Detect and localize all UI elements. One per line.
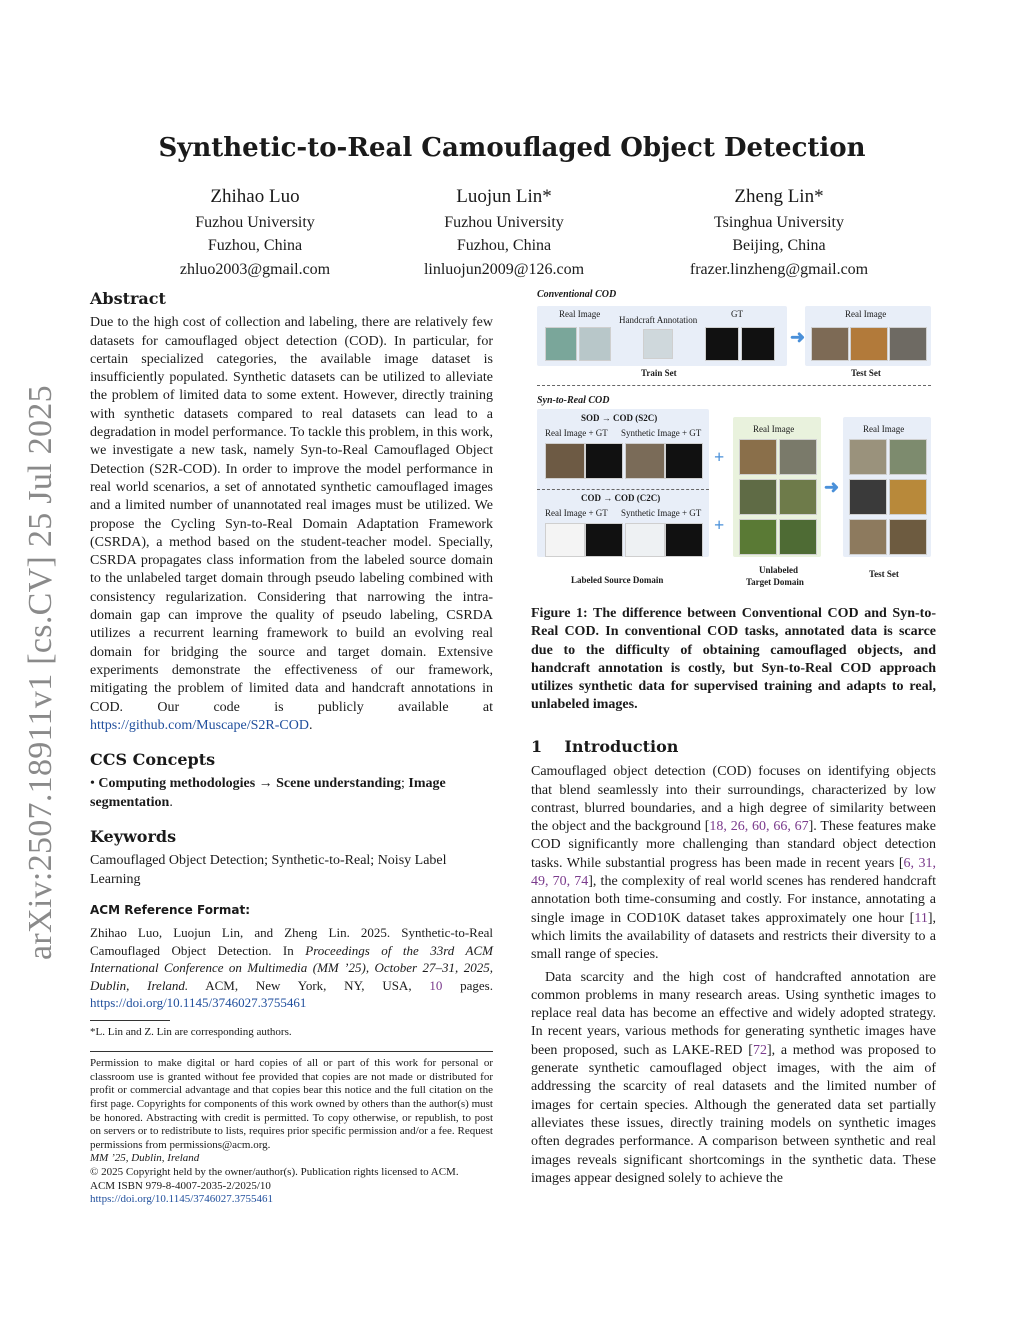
source-mask-thumb (585, 523, 623, 557)
acm-ref-part: Zhihao Luo, Luojun Lin, and Zheng Lin. 2025. Synthetic-to-Real Camouflaged Object Detection. In (90, 925, 493, 958)
ccs-item: Image segmentation (90, 776, 446, 810)
citation-link[interactable]: 18, 26, 60, 66, 67 (709, 819, 809, 835)
permission-venue: MM ’25, Dublin, Ireland (90, 1152, 200, 1165)
code-link[interactable]: https://github.com/Muscape/S2R-COD (90, 717, 309, 733)
author-block (649, 185, 909, 281)
permission-rule (90, 1051, 493, 1052)
target-image-thumb (739, 479, 777, 515)
ccs-item: Computing methodologies (98, 776, 256, 792)
label-real-image: Real Image (845, 309, 887, 319)
author-block (125, 185, 385, 281)
label-handcraft: Handcraft Annotation (619, 315, 698, 325)
figure-divider (537, 385, 931, 386)
author-location: Fuzhou, China (456, 237, 552, 254)
author-email[interactable]: linluojun2009@126.com (423, 260, 585, 278)
figure-conventional-label: Conventional COD (537, 289, 617, 300)
left-column (90, 290, 493, 1207)
abstract-body: Due to the high cost of collection and labeling, there are relatively few datasets for camouflaged object detection (COD). In particular, for certain specialized categories, the available image dataset is insufficiently populated. Synthetic datasets can be utilized to alleviate the problem of limited data to some extent. However, directly training with synthetic datasets compared to real datasets can lead to a degradation in model performance. To tackle this problem, in this work, we investigate a new task, namely Syn-to-Real Camouflaged Object Detection (S2R-COD). In order to improve the model performance in real world scenarios, a set of annotated synthetic camouflaged images and a limited number of unannotated real images must be utilized. We propose the Cycling Syn-to-Real Domain Adaptation Framework (CSRDA), a method based on the student-teacher model. Specially, CSRDA propagates class information from the labeled source domain to the unlabeled target domain through pseudo labeling combined with consistency regularization. Considering that narrowing the intra-domain gap can improve the quality of pseudo labeling, CSRDA utilizes a recurrent learning framework to build an evolving real domain for bridging the source and target domain. Extensive experiments demonstrate the effectiveness of our framework, mitigating the problem of limited data and handcraft annotations in COD. Our code is publicly available at (90, 315, 493, 715)
permission-text: Permission to make digital or hard copies of all or part of this work for personal or classroom use is granted without fee provided that copies are not made or distributed for profit or commercial advantage and that copies bear this notice and the full citation on the first page. Copyrights for components of this work owned by others than the author(s) must be honored. Abstracting with credit is permitted. To copy otherwise, or republish, to post on servers or to redistribute to lists, requires prior specific permission and/or a fee. Request permissions from permissions@acm.org. (90, 1057, 493, 1151)
ccs-text (90, 775, 493, 812)
author-affiliation: Tsinghua University (714, 213, 844, 231)
ccs-sep: ; (401, 776, 409, 792)
plus-icon: + (714, 515, 725, 535)
target-image-thumb (779, 439, 817, 475)
acm-ref-pages[interactable]: 10 (429, 977, 443, 993)
label-test-set: Test Set (851, 368, 881, 378)
gt-mask-thumb (741, 327, 775, 361)
ccs-end: . (169, 794, 173, 810)
arrow-right-icon: ➜ (824, 477, 840, 497)
acm-ref-part: ACM, New York, NY, USA, (188, 977, 430, 993)
author-affiliation: Fuzhou University (444, 213, 564, 231)
target-image-thumb (739, 519, 777, 555)
intro-heading (531, 738, 936, 756)
label-unlabeled: Unlabeled (759, 565, 799, 575)
author-name: Luojun Lin* (456, 186, 552, 207)
test-image-thumb (889, 479, 927, 515)
intro-text: ], a method was proposed to generate synthetic camouflaged object images, with the aim of addressing the scarcity of real datasets and the limited number of images for certain species. Although the generated data set partially alleviates these issues, directly training models on synthetic images often degrades performance. A comparison between synthetic and real images reveals significant shortcomings in the synthetic data. These images appear designed solely to achieve the (531, 1042, 936, 1186)
figure-caption: Figure 1: The difference between Conventional COD and Syn-to-Real COD. In conventional COD tasks, annotated data is scarce due to the difficulty of obtaining camouflaged objects, and handcraft annotation is costly, but Syn-to-Real COD approach utilizes synthetic data for supervised training and adapts to real, unlabeled images. (531, 606, 936, 713)
ccs-arrow: → (255, 776, 277, 792)
source-mask-thumb (585, 443, 623, 479)
source-mask-thumb (665, 443, 703, 479)
paper-title: Synthetic-to-Real Camouflaged Object Detection (158, 133, 866, 163)
ccs-heading: CCS Concepts (90, 750, 216, 770)
label-test-set: Test Set (869, 569, 899, 579)
acm-ref-part: pages. (442, 977, 493, 993)
abstract-end: . (308, 717, 313, 733)
label-real-gt: Real Image + GT (545, 428, 608, 438)
test-image-thumb (850, 327, 888, 361)
test-image-thumb (889, 439, 927, 475)
permission-isbn: ACM ISBN 979-8-4007-2035-2/2025/10 (90, 1179, 271, 1192)
ccs-bullet: • (90, 776, 99, 792)
test-image-thumb (849, 519, 887, 555)
arxiv-stamp: arXiv:2507.18911v1 [cs.CV] 25 Jul 2025 (22, 385, 59, 960)
intro-section (531, 738, 936, 1188)
label-real-image: Real Image (863, 424, 905, 434)
footnote: *L. Lin and Z. Lin are corresponding authors. (90, 1025, 292, 1038)
label-gt: GT (731, 309, 743, 319)
figure-1 (533, 287, 933, 592)
real-image-thumb (545, 327, 577, 361)
intro-heading-text: Introduction (564, 737, 679, 756)
abstract-text (90, 314, 493, 735)
test-image-thumb (889, 519, 927, 555)
citation-link[interactable]: 6, 31, 49, 70, 74 (531, 855, 937, 890)
label-syn-gt: Synthetic Image + GT (621, 428, 702, 438)
citation-link[interactable]: 72 (752, 1042, 767, 1058)
acm-ref-heading: ACM Reference Format: (90, 902, 250, 917)
author-name: Zheng Lin* (734, 186, 824, 207)
permission-doi-link[interactable]: https://doi.org/10.1145/3746027.3755461 (90, 1193, 274, 1206)
label-target-domain: Target Domain (746, 577, 804, 587)
intro-text: ], the complexity of real world scenes has rendered handcraft annotation both time-consuming and costly. For instance, annotating a single image in COD10K dataset takes approximately one hour [ (531, 874, 937, 926)
source-image-thumb (545, 443, 585, 479)
keywords-heading: Keywords (90, 827, 177, 847)
label-labeled-source: Labeled Source Domain (571, 575, 664, 585)
source-divider (537, 489, 709, 490)
arrow-right-icon: ➜ (790, 327, 806, 347)
ccs-item: Scene understanding (276, 776, 401, 792)
footnote-rule (90, 1020, 170, 1021)
source-image-thumb (625, 443, 665, 479)
label-real-image: Real Image (753, 424, 795, 434)
intro-text: Data scarcity and the high cost of handcrafted annotation are common problems in many research areas. Using synthetic images to replace real data has become an effective and widely adopted strategy. In recent years, various methods for generating synthetic images have been proposed, such as LAKE-RED [ (531, 969, 936, 1058)
gt-mask-thumb (705, 327, 739, 361)
label-real-gt: Real Image + GT (545, 508, 608, 518)
test-image-thumb (849, 479, 887, 515)
source-mask-thumb (665, 523, 703, 557)
test-image-thumb (849, 439, 887, 475)
intro-text: ]. These features make COD significantly more challenging than standard object detection tasks. While substantial progress has been made in recent years [ (531, 819, 936, 871)
author-name: Zhihao Luo (210, 186, 300, 207)
target-image-thumb (779, 479, 817, 515)
author-location: Beijing, China (732, 237, 826, 254)
source-image-thumb (545, 523, 585, 557)
citation-link[interactable]: 11 (914, 910, 928, 926)
annotation-icon (643, 329, 673, 359)
label-syn-gt: Synthetic Image + GT (621, 508, 702, 518)
plus-icon: + (714, 447, 725, 467)
intro-paragraph (531, 969, 936, 1189)
target-image-thumb (739, 439, 777, 475)
intro-paragraph (531, 763, 936, 964)
permission-copyright: © 2025 Copyright held by the owner/author(s). Publication rights licensed to ACM. (90, 1166, 459, 1179)
acm-ref-text (90, 924, 493, 1012)
author-location: Fuzhou, China (207, 237, 303, 254)
test-image-thumb (889, 327, 927, 361)
author-email[interactable]: zhluo2003@gmail.com (179, 260, 331, 278)
author-affiliation: Fuzhou University (195, 213, 315, 231)
keywords-text: Camouflaged Object Detection; Synthetic-to-Real; Noisy Label Learning (90, 853, 447, 887)
label-s2c: SOD → COD (S2C) (581, 413, 658, 423)
intro-heading-number: 1 (531, 737, 543, 756)
real-image-thumb (579, 327, 611, 361)
intro-text: ], which limits the availability of datasets and restricts their diversity to a small range of species. (531, 910, 936, 963)
acm-ref-doi-link[interactable]: https://doi.org/10.1145/3746027.3755461 (90, 995, 307, 1011)
intro-text: Camouflaged object detection (COD) focuses on identifying objects that blend seamlessly into their surroundings, characterized by low contrast, blurred boundaries, and a high degree of similarity between the object and the background [ (531, 764, 936, 835)
acm-ref-venue: Proceedings of the 33rd ACM International Conference on Multimedia (MM ’25), October 27–31, 2025, Dublin, Ireland. (90, 942, 493, 993)
label-train-set: Train Set (641, 368, 677, 378)
author-block (374, 185, 634, 281)
target-image-thumb (779, 519, 817, 555)
label-c2c: COD → COD (C2C) (581, 493, 661, 503)
author-email[interactable]: frazer.linzheng@gmail.com (689, 260, 869, 278)
label-real-image: Real Image (559, 309, 601, 319)
figure-syn-label: Syn-to-Real COD (537, 395, 610, 406)
abstract-heading: Abstract (90, 289, 166, 308)
test-image-thumb (811, 327, 849, 361)
source-image-thumb (625, 523, 665, 557)
